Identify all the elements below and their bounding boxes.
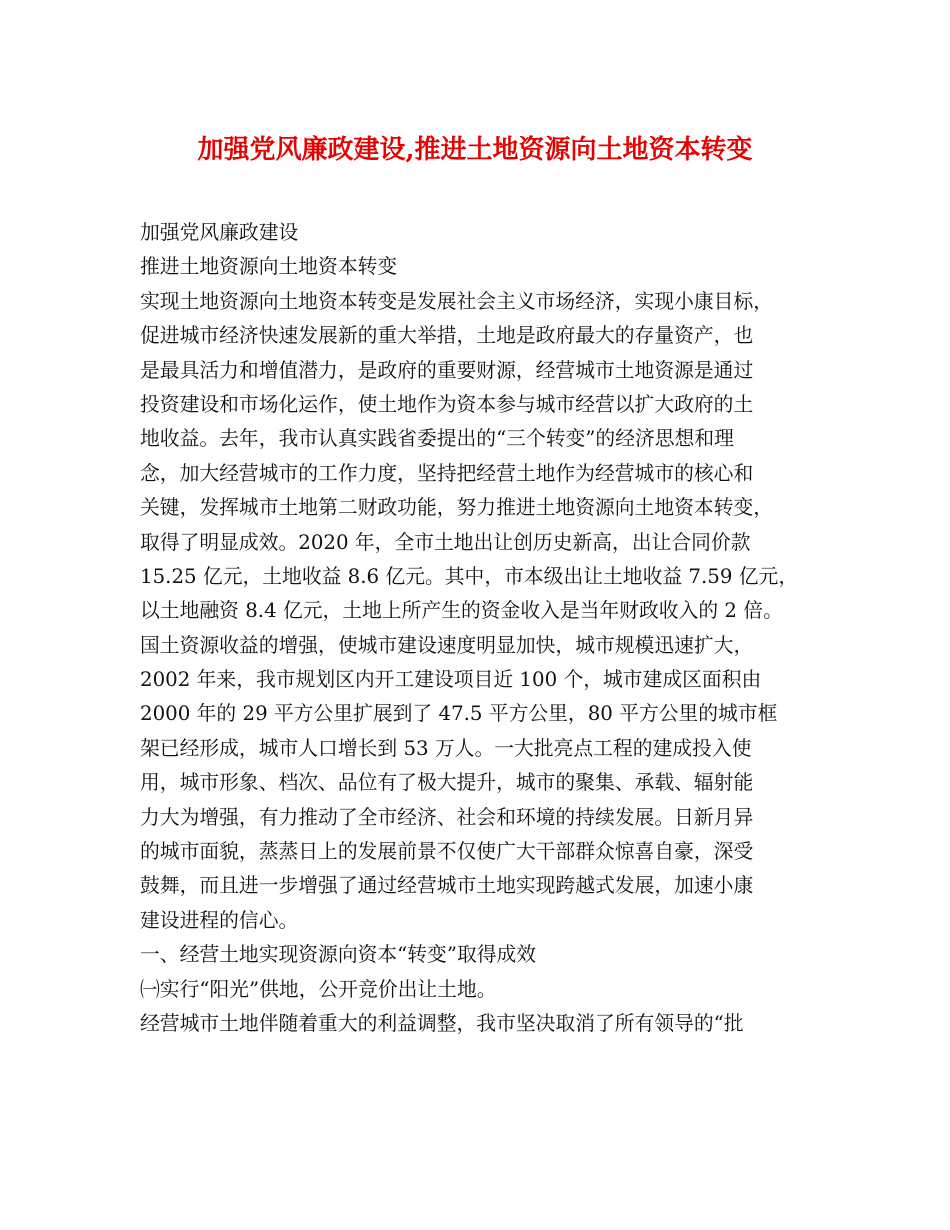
- section-heading: 一、经营土地实现资源向资本“转变”取得成效: [140, 943, 537, 967]
- paragraph-line: 的城市面貌，蒸蒸日上的发展前景不仅使广大干部群众惊喜自豪，深受: [140, 840, 754, 864]
- paragraph-line: 国土资源收益的增强，使城市建设速度明显加快，城市规模迅速扩大，: [140, 633, 754, 657]
- paragraph-line: 取得了明显成效。2020 年，全市土地出让创历史新高，出让合同价款: [140, 530, 751, 554]
- subtitle-line: 推进土地资源向土地资本转变: [140, 255, 398, 279]
- paragraph-line: 架已经形成，城市人口增长到 53 万人。一大批亮点工程的建成投入使: [140, 736, 752, 760]
- document-body: [140, 216, 810, 1041]
- paragraph-line: 2000 年的 29 平方公里扩展到了 47.5 平方公里，80 平方公里的城市框: [140, 702, 778, 726]
- paragraph-line: 用，城市形象、档次、品位有了极大提升，城市的聚集、承载、辐射能: [140, 771, 754, 795]
- subtitle-line: 加强党风廉政建设: [140, 221, 299, 244]
- subsection-heading: ㈠实行“阳光”供地，公开竞价出让土地。: [140, 977, 497, 1001]
- paragraph-line: 15.25 亿元，土地收益 8.6 亿元。其中，市本级出让土地收益 7.59 亿元，: [140, 564, 799, 588]
- paragraph-line: 是最具活力和增值潜力，是政府的重要财源，经营城市土地资源是通过: [140, 358, 754, 382]
- paragraph-line: 2002 年来，我市规划区内开工建设项目近 100 个，城市建成区面积由: [140, 668, 762, 692]
- paragraph-line: 建设进程的信心。: [140, 908, 299, 932]
- paragraph-line: 关键，发挥城市土地第二财政功能，努力推进土地资源向土地资本转变，: [140, 496, 774, 520]
- paragraph-line: 以土地融资 8.4 亿元，土地上所产生的资金收入是当年财政收入的 2 倍。: [140, 599, 783, 623]
- paragraph-line: 投资建设和市场化运作，使土地作为资本参与城市经营以扩大政府的土: [140, 392, 754, 416]
- paragraph-line: 实现土地资源向土地资本转变是发展社会主义市场经济，实现小康目标，: [140, 289, 774, 313]
- paragraph-line: 念，加大经营城市的工作力度，坚持把经营土地作为经营城市的核心和: [140, 461, 754, 485]
- paragraph-line: 经营城市土地伴随着重大的利益调整，我市坚决取消了所有领导的“批: [140, 1011, 744, 1035]
- paragraph-line: 力大为增强，有力推动了全市经济、社会和环境的持续发展。日新月异: [140, 805, 754, 829]
- paragraph-line: 鼓舞，而且进一步增强了通过经营城市土地实现跨越式发展，加速小康: [140, 874, 754, 898]
- paragraph-line: 地收益。去年，我市认真实践省委提出的“三个转变”的经济思想和理: [140, 427, 734, 451]
- document-title: 加强党风廉政建设,推进土地资源向土地资本转变: [197, 135, 753, 165]
- paragraph-line: 促进城市经济快速发展新的重大举措，土地是政府最大的存量资产，也: [140, 324, 754, 348]
